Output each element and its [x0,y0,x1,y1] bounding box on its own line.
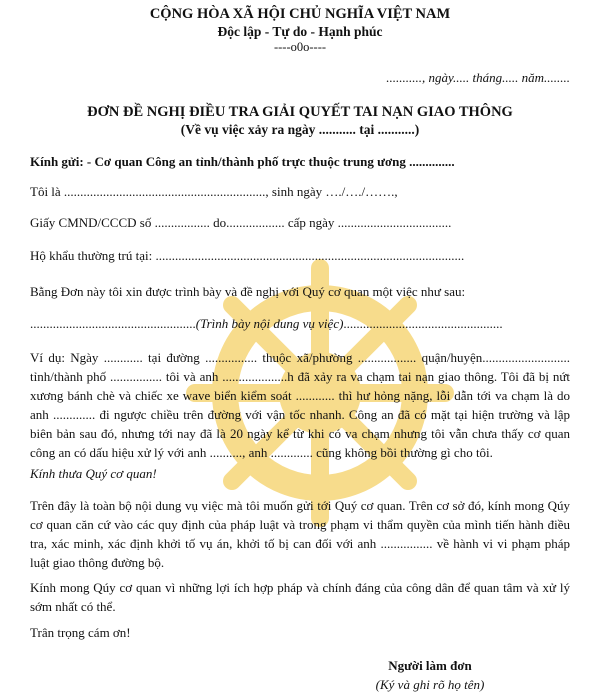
residence-field-line: Hộ khẩu thường trú tại: ............................................................................................... [30,248,465,263]
content-dots-left: ................................................... [30,316,196,331]
intro-line: Bằng Đơn này tôi xin được trình bày và đề nghị với Quý cơ quan một việc như sau: [30,284,466,299]
nation-heading: CỘNG HÒA XÃ HỘI CHỦ NGHĨA VIỆT NAM [149,6,451,22]
document-title: ĐƠN ĐỀ NGHỊ ĐIỀU TRA GIẢI QUYẾT TAI NẠN GIAO THÔNG [87,104,513,120]
closing-paragraph-1: Trên đây là toàn bộ nội dung vụ việc mà tôi muốn gửi tới Quý cơ quan. Trên cơ sở đó, kính mong Qúy cơ quan căn cứ vào các quy định của pháp luật và trong phạm vi thẩm quyền của mình tiến hành điều tra, xác minh, xác định khởi tố vụ án, khởi tố bị can đối với anh ................ về hành vi vi phạm pháp luật giao thông đường bộ. [30,498,570,570]
content-hint: (Trình bày nội dung vụ việc) [195,316,344,331]
id-field-line: Giấy CMND/CCCD số ................. do.................. cấp ngày ................................... [30,215,452,230]
content-dots-right: ................................................. [343,316,503,331]
closing-paragraph-2: Kính mong Qúy cơ quan vì những lợi ích hợp pháp và chính đáng của công dân để quan tâm và xử lý sớm nhất có thể. [30,580,570,614]
header-separator: ----o0o---- [273,40,327,54]
recipient-line: Kính gửi: - Cơ quan Công an tỉnh/thành phố trực thuộc trung ương .............. [30,154,455,169]
thanks-line: Trân trọng cám ơn! [30,625,131,640]
signature-role: Người làm đơn [388,658,472,673]
content-placeholder-line [30,316,503,332]
example-paragraph: Ví dụ: Ngày ............ tại đường ................ thuộc xã/phường .................. quận/huyện........................... tỉnh/thành phố ................ tôi và anh ....................h đã xảy ra va chạm tai nạn giao thông. Tôi đã bị nứt xương bánh chè và chiếc xe wave biển kiểm soát ............ thì hư hỏng nặng, lỗi dẫn tới va chạm là do anh ............. đi ngược chiều trên đường với vận tốc nhanh. Công an đã có mặt tại hiện trường và lập biên bản sau đó, nhưng tới nay đã là 20 ngày kể từ khi có va chạm nhưng tôi vẫn chưa thấy cơ quan công an có dấu hiệu xử lý với anh .........., anh ............. cũng không bồi thường gì cho tôi. [30,350,570,460]
salutation: Kính thưa Quý cơ quan! [30,466,157,481]
date-line: ..........., ngày..... tháng..... năm........ [386,70,570,85]
signature-note: (Ký và ghi rõ họ tên) [375,677,485,692]
name-field-line: Tôi là .............................................................., sinh ngày …./…./……., [30,184,398,199]
motto-heading: Độc lập - Tự do - Hạnh phúc [217,24,383,39]
document-subtitle: (Về vụ việc xảy ra ngày ........... tại ...........) [180,122,420,137]
